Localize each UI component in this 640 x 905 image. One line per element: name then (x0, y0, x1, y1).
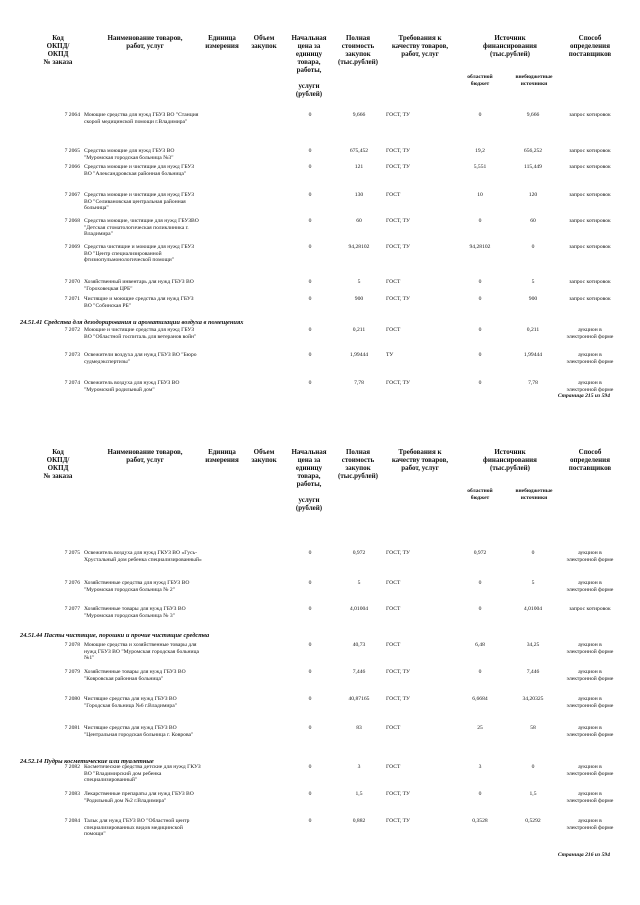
regional-budget: 10 (477, 192, 483, 198)
regional-budget: 0 (478, 218, 482, 224)
regional-budget: 0 (478, 327, 482, 333)
order-number: 7 2068 (64, 218, 80, 224)
regional-budget: 0 (478, 606, 482, 612)
header-price: Начальная цена за единицу товара, работы, услуги (рублей) (291, 448, 327, 512)
item-name: Средства чистящие и моющие для нужд ГБУЗ ВО "Центр специализированной фтизиопульмонологической помощи" (84, 244, 195, 264)
header-funding: Источник финансирования (тыс.рублей) (483, 34, 537, 58)
order-number: 7 2073 (64, 352, 80, 358)
supplier-method: запрос котировок (569, 112, 611, 118)
total-cost: 675,452 (349, 148, 369, 154)
page-footer: Страница 216 из 594 (557, 852, 610, 858)
item-name: Тальк для нужд ГБУЗ ВО "Областной центр специализированных видов медицинской помощи" (84, 818, 190, 838)
total-cost: 5 (357, 279, 361, 285)
unit-price: 0 (308, 279, 312, 285)
section-heading: 24.51.44 Пасты чистящие, порошки и прочие чистящие средства (20, 632, 210, 639)
order-number: 7 2075 (64, 550, 80, 556)
extrabudget-sources: 5 (531, 279, 535, 285)
header-code: Код ОКПД/ ОКПД № заказа (43, 34, 73, 66)
supplier-method: запрос котировок (569, 192, 611, 198)
total-cost: 5 (357, 580, 361, 586)
quality-requirements: ГОСТ, ТУ (386, 244, 410, 250)
total-cost: 83 (356, 725, 362, 731)
extrabudget-sources: 120 (528, 192, 538, 198)
unit-price: 0 (308, 669, 312, 675)
total-cost: 130 (354, 192, 364, 198)
extrabudget-sources: 9,666 (526, 112, 540, 118)
item-name: Моющие и чистящие средства для нужд ГБУЗ ВО "Областной госпиталь для ветеранов войн" (84, 327, 197, 340)
unit-price: 0 (308, 606, 312, 612)
unit-price: 0 (308, 580, 312, 586)
item-name: Чистящие и моющие средства для нужд ГБУЗ ВО "Собинская РБ" (84, 296, 194, 309)
total-cost: 94,28102 (348, 244, 370, 250)
order-number: 7 2081 (64, 725, 80, 731)
unit-price: 0 (308, 244, 312, 250)
extrabudget-sources: 5 (531, 580, 535, 586)
item-name: Хозяйственные товары для нужд ГБУЗ ВО "Ковровская районная больница" (84, 669, 186, 682)
extrabudget-sources: 0 (531, 244, 535, 250)
quality-requirements: ГОСТ, ТУ (386, 164, 410, 170)
regional-budget: 25 (477, 725, 483, 731)
total-cost: 9,666 (352, 112, 366, 118)
regional-budget: 5,551 (473, 164, 487, 170)
item-name: Средства моющие, чистящие для нужд ГБУЗВО "Детская стоматологическая поликлиника г. Владимира" (84, 218, 199, 238)
regional-budget: 0,3528 (472, 818, 488, 824)
header-funding: Источник финансирования (тыс.рублей) (483, 448, 537, 472)
unit-price: 0 (308, 352, 312, 358)
extrabudget-sources: 1,99444 (523, 352, 543, 358)
header-unit: Единица измерения (205, 448, 239, 464)
item-name: Хозяйственный инвентарь для нужд ГБУЗ ВО "Гороховецкая ЦРБ" (84, 279, 194, 292)
quality-requirements: ГОСТ, ТУ (386, 696, 410, 702)
order-number: 7 2070 (64, 279, 80, 285)
regional-budget: 0 (478, 669, 482, 675)
header-requirements: Требования к качеству товаров, работ, услуг (391, 448, 449, 472)
total-cost: 121 (354, 164, 364, 170)
total-cost: 1,5 (355, 791, 363, 797)
extrabudget-sources: 0 (531, 550, 535, 556)
header-method: Способ определения поставщиков (568, 448, 612, 472)
quality-requirements: ГОСТ (386, 642, 401, 648)
item-name: Моющие средства для нужд ГБУЗ ВО "Станция скорой медицинской помощи г.Владимира" (84, 112, 199, 125)
supplier-method: запрос котировок (569, 218, 611, 224)
extrabudget-sources: 7,446 (526, 669, 540, 675)
supplier-method: запрос котировок (569, 148, 611, 154)
item-name: Косметические средства детские для нужд ГКУЗ ВО "Владимирский дом ребенка специализированный" (84, 764, 201, 784)
supplier-method: аукцион в электронной форме (566, 725, 614, 738)
order-number: 7 2079 (64, 669, 80, 675)
order-number: 7 2072 (64, 327, 80, 333)
regional-budget: 0 (478, 791, 482, 797)
unit-price: 0 (308, 164, 312, 170)
extrabudget-sources: 1,5 (529, 791, 537, 797)
total-cost: 60 (356, 218, 362, 224)
section-heading: 24.51.41 Средства для дезодорирования и ароматизации воздуха в помещениях (20, 319, 244, 326)
item-name: Средства моющие и чистящие для нужд ГБУЗ ВО "Александровская районная больница" (84, 164, 195, 177)
order-number: 7 2065 (64, 148, 80, 154)
item-name: Лекарственные препараты для нужд ГБУЗ ВО "Родильный дом №2 г.Владимира" (84, 791, 194, 804)
item-name: Чистящие средства для нужд ГБУЗ ВО "Центральная городская больница г. Коврова" (84, 725, 194, 738)
page-215 (0, 0, 640, 440)
unit-price: 0 (308, 380, 312, 386)
section-heading: 24.52.14 Пудры косметические или туалетные (20, 758, 154, 765)
page-216 (0, 440, 640, 905)
extrabudget-sources: 4,01004 (523, 606, 543, 612)
quality-requirements: ГОСТ (386, 580, 401, 586)
quality-requirements: ГОСТ (386, 279, 401, 285)
item-name: Освежитель воздуха для нужд ГКУЗ ВО «Гусь-Хрустальный дом ребенка специализированный» (84, 550, 202, 563)
unit-price: 0 (308, 327, 312, 333)
extrabudget-sources: 34,20325 (522, 696, 544, 702)
unit-price: 0 (308, 764, 312, 770)
header-code: Код ОКПД/ ОКПД № заказа (43, 448, 73, 480)
total-cost: 40,87165 (348, 696, 370, 702)
header-total: Полная стоимость закупок (тыс.рублей) (337, 34, 379, 66)
regional-budget: 19,2 (475, 148, 485, 154)
item-name: Средства моющие и чистящие для нужд ГБУЗ ВО "Селивановская центральная районная больница" (84, 192, 195, 212)
order-number: 7 2071 (64, 296, 80, 302)
extrabudget-sources: 656,252 (523, 148, 543, 154)
order-number: 7 2076 (64, 580, 80, 586)
extrabudget-sources: 0,5292 (525, 818, 541, 824)
supplier-method: аукцион в электронной форме (566, 696, 614, 709)
total-cost: 0,882 (352, 818, 366, 824)
supplier-method: аукцион в электронной форме (566, 764, 614, 777)
order-number: 7 2067 (64, 192, 80, 198)
item-name: Хозяйственные средства для нужд ГБУЗ ВО "Муромская городская больница № 2" (84, 580, 190, 593)
header-regional: областной бюджет (467, 74, 493, 87)
total-cost: 1,99444 (349, 352, 369, 358)
supplier-method: аукцион в электронной форме (566, 380, 614, 393)
header-requirements: Требования к качеству товаров, работ, услуг (391, 34, 449, 58)
page-footer: Страница 215 из 594 (557, 393, 610, 399)
extrabudget-sources: 0 (531, 764, 535, 770)
unit-price: 0 (308, 218, 312, 224)
header-method: Способ определения поставщиков (568, 34, 612, 58)
total-cost: 7,446 (352, 669, 366, 675)
supplier-method: запрос котировок (569, 296, 611, 302)
order-number: 7 2084 (64, 818, 80, 824)
unit-price: 0 (308, 112, 312, 118)
quality-requirements: ГОСТ (386, 606, 401, 612)
total-cost: 40,73 (352, 642, 366, 648)
regional-budget: 0 (478, 580, 482, 586)
quality-requirements: ГОСТ, ТУ (386, 218, 410, 224)
supplier-method: аукцион в электронной форме (566, 669, 614, 682)
order-number: 7 2078 (64, 642, 80, 648)
quality-requirements: ГОСТ, ТУ (386, 669, 410, 675)
unit-price: 0 (308, 148, 312, 154)
quality-requirements: ГОСТ, ТУ (386, 148, 410, 154)
supplier-method: запрос котировок (569, 279, 611, 285)
item-name: Освежители воздуха для нужд ГБУЗ ВО "Бюро судмедэкспертизы" (84, 352, 197, 365)
extrabudget-sources: 7,78 (528, 380, 538, 386)
regional-budget: 0 (478, 296, 482, 302)
extrabudget-sources: 34,25 (526, 642, 540, 648)
unit-price: 0 (308, 725, 312, 731)
supplier-method: запрос котировок (569, 244, 611, 250)
header-regional: областной бюджет (467, 488, 493, 501)
supplier-method: аукцион в электронной форме (566, 327, 614, 340)
quality-requirements: ТУ (386, 352, 394, 358)
order-number: 7 2082 (64, 764, 80, 770)
quality-requirements: ГОСТ (386, 764, 401, 770)
quality-requirements: ГОСТ, ТУ (386, 791, 410, 797)
supplier-method: аукцион в электронной форме (566, 791, 614, 804)
supplier-method: аукцион в электронной форме (566, 550, 614, 563)
header-name: Наименование товаров, работ, услуг (107, 34, 183, 50)
regional-budget: 0,972 (473, 550, 487, 556)
quality-requirements: ГОСТ, ТУ (386, 296, 410, 302)
quality-requirements: ГОСТ, ТУ (386, 112, 410, 118)
header-volume: Объем закупок (251, 34, 277, 50)
supplier-method: запрос котировок (569, 164, 611, 170)
unit-price: 0 (308, 296, 312, 302)
unit-price: 0 (308, 642, 312, 648)
order-number: 7 2069 (64, 244, 80, 250)
total-cost: 0,211 (352, 327, 366, 333)
quality-requirements: ГОСТ, ТУ (386, 380, 410, 386)
regional-budget: 94,28102 (469, 244, 491, 250)
quality-requirements: ГОСТ, ТУ (386, 818, 410, 824)
extrabudget-sources: 58 (530, 725, 536, 731)
regional-budget: 3 (478, 764, 482, 770)
supplier-method: аукцион в электронной форме (566, 580, 614, 593)
total-cost: 4,01004 (349, 606, 369, 612)
unit-price: 0 (308, 550, 312, 556)
extrabudget-sources: 0,211 (526, 327, 540, 333)
supplier-method: аукцион в электронной форме (566, 352, 614, 365)
regional-budget: 0 (478, 279, 482, 285)
quality-requirements: ГОСТ (386, 327, 401, 333)
header-extrabudget: внебюджетные источники (515, 74, 553, 87)
regional-budget: 0 (478, 112, 482, 118)
regional-budget: 0 (478, 352, 482, 358)
extrabudget-sources: 900 (528, 296, 538, 302)
item-name: Чистящие средства для нужд ГБУЗ ВО "Городская больница №6 г.Владимира" (84, 696, 177, 709)
total-cost: 0,972 (352, 550, 366, 556)
quality-requirements: ГОСТ (386, 192, 401, 198)
order-number: 7 2066 (64, 164, 80, 170)
header-volume: Объем закупок (251, 448, 277, 464)
unit-price: 0 (308, 192, 312, 198)
quality-requirements: ГОСТ, ТУ (386, 550, 410, 556)
supplier-method: аукцион в электронной форме (566, 642, 614, 655)
regional-budget: 6,6684 (472, 696, 488, 702)
regional-budget: 6,48 (475, 642, 485, 648)
header-price: Начальная цена за единицу товара, работы, услуги (рублей) (291, 34, 327, 98)
extrabudget-sources: 115,449 (524, 164, 542, 170)
header-name: Наименование товаров, работ, услуг (107, 448, 183, 464)
header-total: Полная стоимость закупок (тыс.рублей) (337, 448, 379, 480)
item-name: Хозяйственные товары для нужд ГБУЗ ВО "Муромская городская больница № 3" (84, 606, 186, 619)
item-name: Моющие средства и хозяйственные товары для нужд ГБУЗ ВО "Муромская городская больница №1" (84, 642, 200, 662)
header-extrabudget: внебюджетные источники (515, 488, 553, 501)
total-cost: 7,78 (354, 380, 364, 386)
header-unit: Единица измерения (205, 34, 239, 50)
quality-requirements: ГОСТ (386, 725, 401, 731)
order-number: 7 2074 (64, 380, 80, 386)
total-cost: 900 (354, 296, 364, 302)
unit-price: 0 (308, 696, 312, 702)
order-number: 7 2080 (64, 696, 80, 702)
regional-budget: 0 (478, 380, 482, 386)
supplier-method: аукцион в электронной форме (566, 818, 614, 831)
order-number: 7 2064 (64, 112, 80, 118)
unit-price: 0 (308, 818, 312, 824)
extrabudget-sources: 60 (530, 218, 536, 224)
item-name: Средства моющие для нужд ГБУЗ ВО "Муромская городская больница №3" (84, 148, 175, 161)
order-number: 7 2083 (64, 791, 80, 797)
total-cost: 3 (357, 764, 361, 770)
item-name: Освежитель воздуха для нужд ГБУЗ ВО "Муромский родильный дом" (84, 380, 180, 393)
order-number: 7 2077 (64, 606, 80, 612)
unit-price: 0 (308, 791, 312, 797)
supplier-method: запрос котировок (569, 606, 611, 612)
